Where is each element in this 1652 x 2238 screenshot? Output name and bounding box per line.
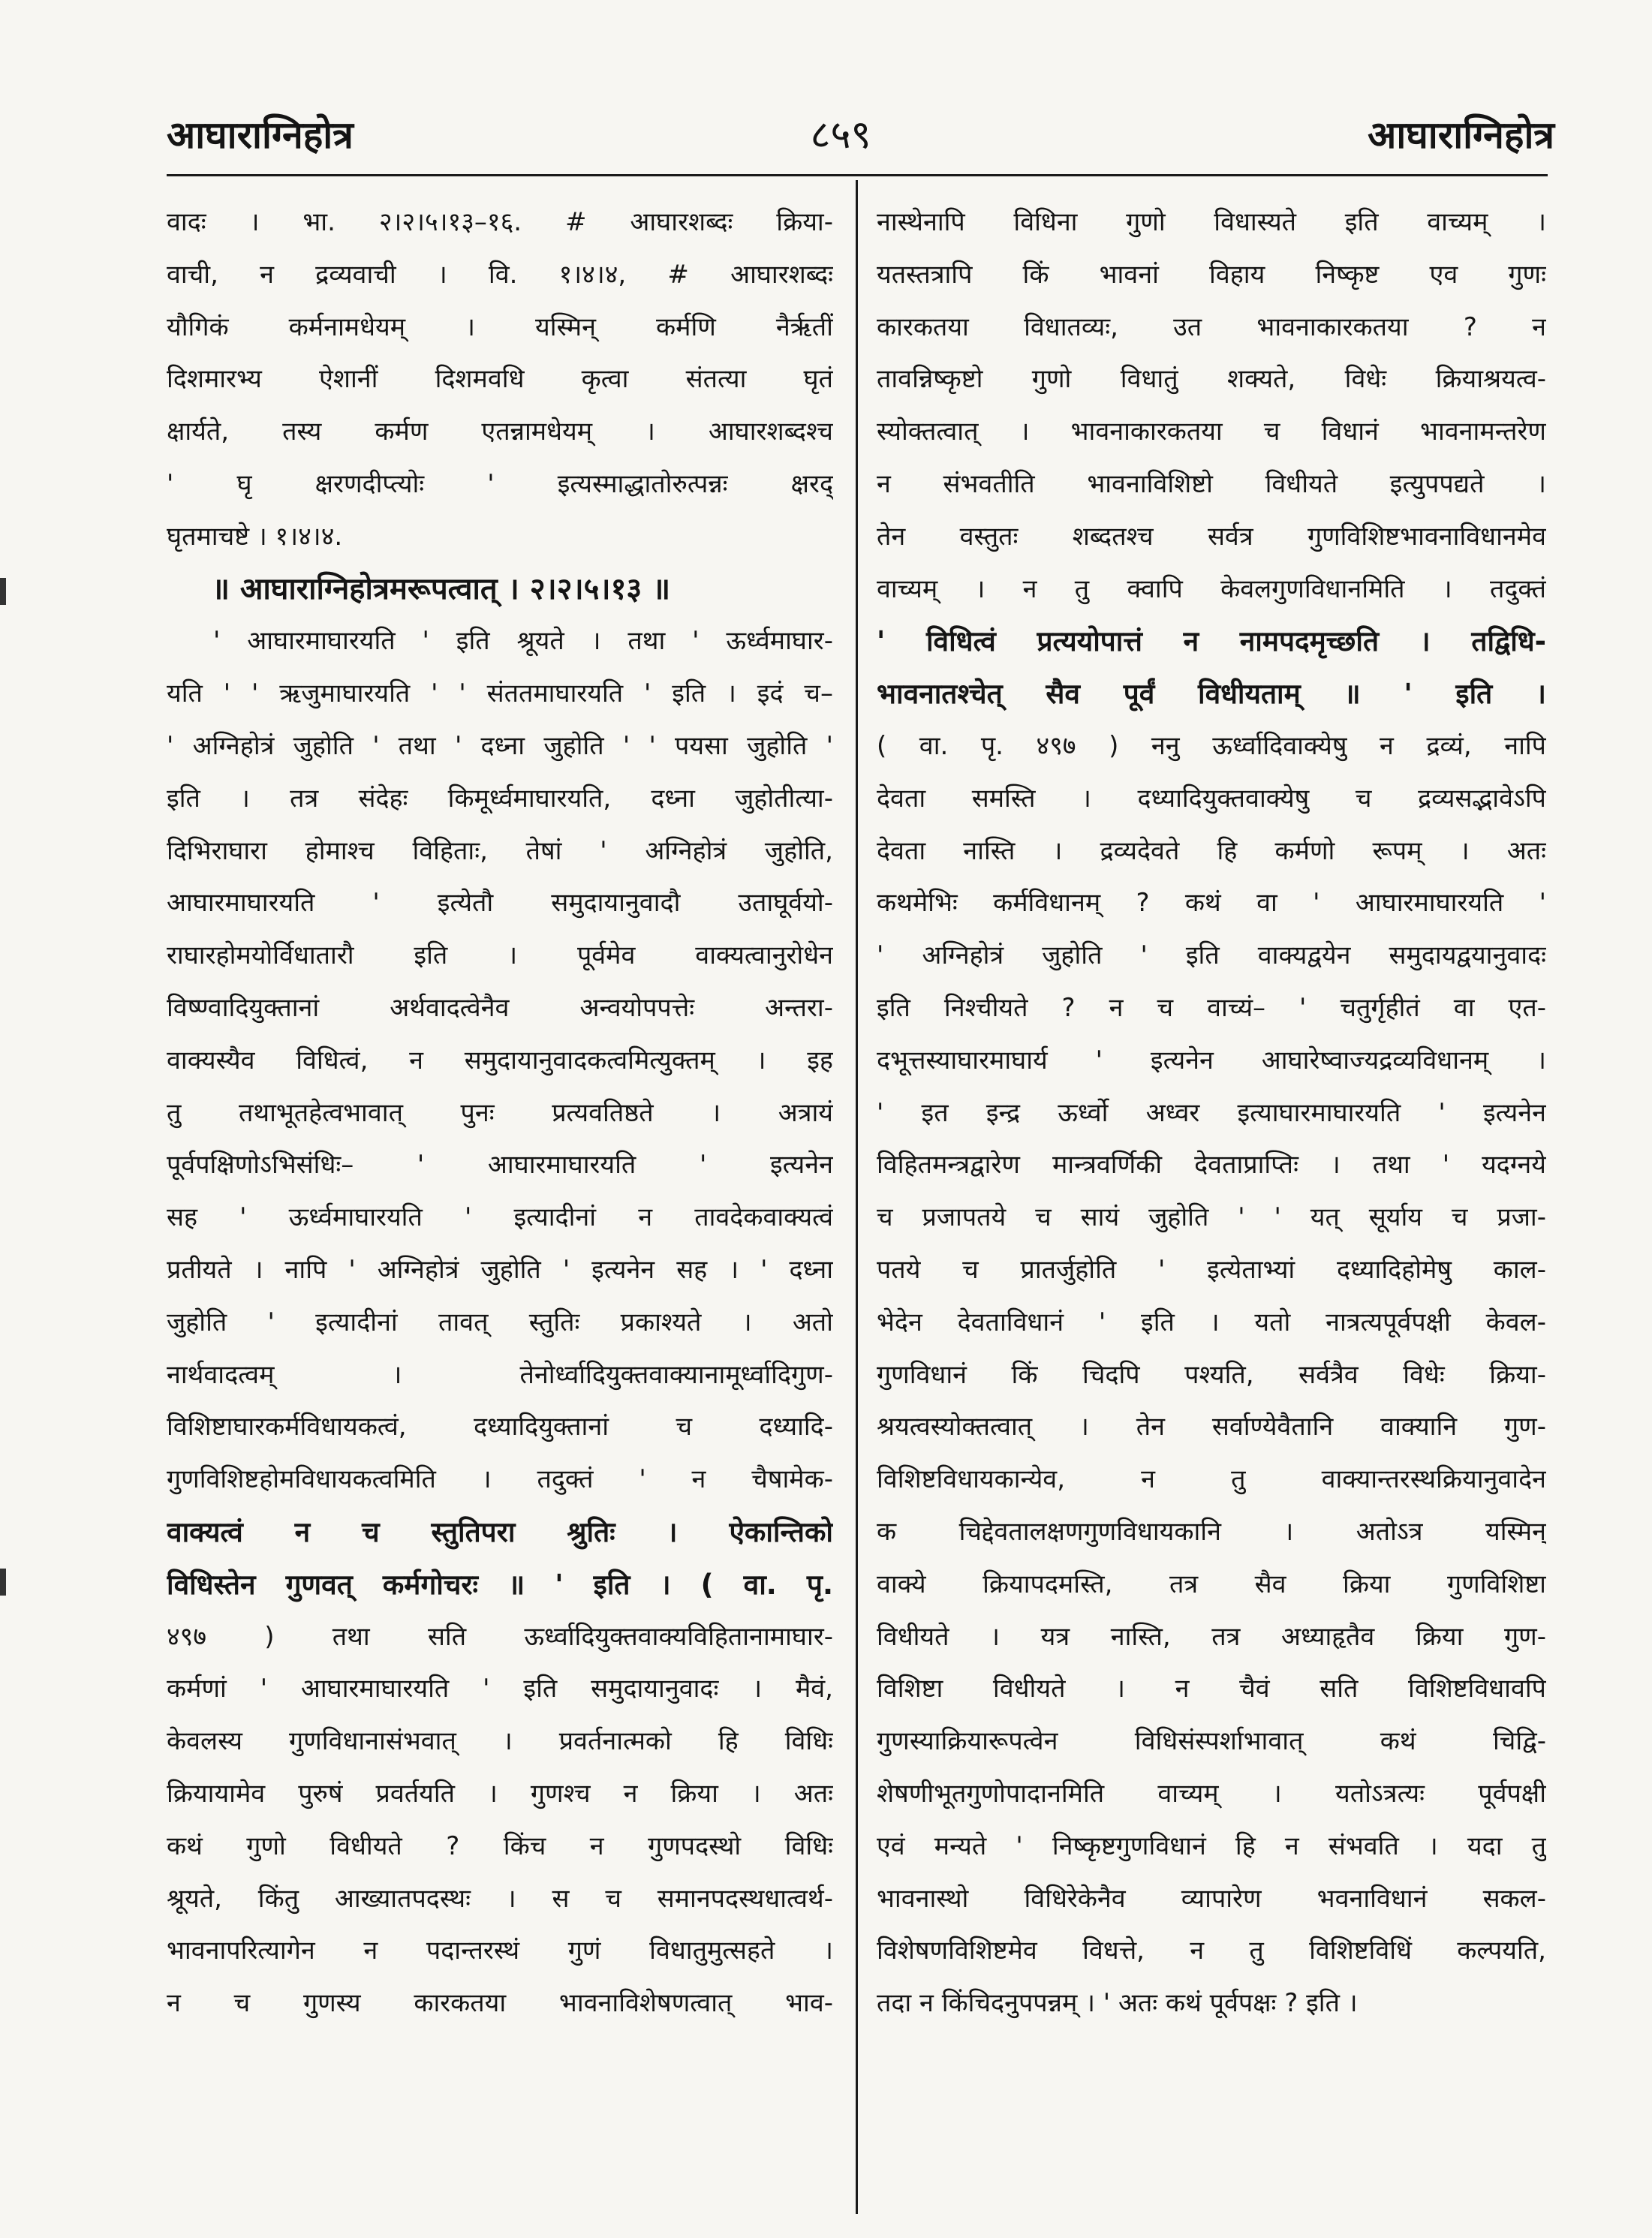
- margin-mark: [0, 1569, 6, 1596]
- column-divider: [856, 180, 858, 2214]
- text-line: इति । तत्र संदेहः किमूर्ध्वमाघारयति, दध्ना जुहोतीत्या-: [167, 783, 833, 814]
- text-line: विशिष्टविधायकान्येव, न तु वाक्यान्तरस्थक्रियानुवादेन: [877, 1464, 1546, 1495]
- section-heading: ॥ आघाराग्निहोत्रमरूपत्वात् । २।२।५।१३ ॥: [212, 571, 671, 606]
- text-line: ' अग्निहोत्रं जुहोति ' तथा ' दध्ना जुहोति ' ' पयसा जुहोति ': [167, 730, 833, 761]
- text-line: श्रयत्वस्योक्तत्वात् । तेन सर्वाण्येवैतानि वाक्यानि गुण-: [877, 1412, 1546, 1442]
- text-line: कर्मणां ' आघारमाघारयति ' इति समुदायानुवादः । मैवं,: [167, 1674, 833, 1704]
- text-line: दिभिराघारा होमाश्च विहिताः, तेषां ' अग्निहोत्रं जुहोति,: [167, 835, 833, 866]
- header-rule: [167, 174, 1548, 176]
- text-line: केवलस्य गुणविधानासंभवात् । प्रवर्तनात्मको हि विधिः: [167, 1726, 833, 1757]
- quoted-verse-line: वाक्यत्वं न च स्तुतिपरा श्रुतिः । ऐकान्तिको: [167, 1515, 833, 1548]
- text-line: नार्थवादत्वम् । तेनोर्ध्वादियुक्तवाक्यानामूर्ध्वादिगुण-: [167, 1359, 833, 1390]
- text-line: दभूत्तस्याघारमाघार्य ' इत्यनेन आघारेष्वाज्यद्रव्यविधानम् ।: [877, 1045, 1546, 1075]
- text-line: वाची, न द्रव्यवाची । वि. १।४।४, # आघारशब्दः: [167, 259, 833, 290]
- text-line: कारकतया विधातव्यः, उत भावनाकारकतया ? न: [877, 311, 1546, 342]
- quoted-verse-line: विधिस्तेन गुणवत् कर्मगोचरः ॥ ' इति । ( वा. पृ.: [167, 1568, 833, 1601]
- text-line: पतये च प्रातर्जुहोति ' इत्येताभ्यां दध्यादिहोमेषु काल-: [877, 1254, 1546, 1285]
- quoted-verse-line: भावनातश्चेत् सैव पूर्वं विधीयताम् ॥ ' इति ।: [877, 678, 1546, 711]
- text-line: यतस्तत्रापि किं भावनां विहाय निष्कृष्ट एव गुणः: [877, 259, 1546, 290]
- text-line: एवं मन्यते ' निष्कृष्टगुणविधानं हि न संभवति । यदा तु: [877, 1830, 1546, 1861]
- text-line: कथमेभिः कर्मविधानम् ? कथं वा ' आघारमाघारयति ': [877, 888, 1546, 919]
- text-line: विशेषणविशिष्टमेव विधत्ते, न तु विशिष्टविधिं कल्पयति,: [877, 1936, 1546, 1966]
- text-line: आघारमाघारयति ' इत्येतौ समुदायानुवादौ उताघूर्वयो-: [167, 888, 833, 919]
- text-line: प्रतीयते । नापि ' अग्निहोत्रं जुहोति ' इत्यनेन सह । ' दध्ना: [167, 1254, 833, 1285]
- text-line: न च गुणस्य कारकतया भावनाविशेषणत्वात् भाव-: [167, 1988, 833, 2019]
- text-line: ४९७ ) तथा सति ऊर्ध्वादियुक्तवाक्यविहितानामाघार-: [167, 1621, 833, 1652]
- text-line: स्योक्तत्वात् । भावनाकारकतया च विधानं भावनामन्तरेण: [877, 417, 1546, 447]
- text-line: नास्थेनापि विधिना गुणो विधास्यते इति वाच्यम् ।: [877, 207, 1546, 237]
- text-line: विशिष्टाघारकर्मविधायकत्वं, दध्यादियुक्तानां च दध्यादि-: [167, 1412, 833, 1442]
- text-line: पूर्वपक्षिणोऽभिसंधिः– ' आघारमाघारयति ' इत्यनेन: [167, 1150, 833, 1181]
- text-line: तु तथाभूतहेत्वभावात् पुनः प्रत्यवतिष्ठते । अत्रायं: [167, 1097, 833, 1128]
- text-line: इति निश्चीयते ? न च वाच्यं– ' चतुर्गृहीतं वा एत-: [877, 992, 1546, 1023]
- text-line: भावनास्थो विधिरेकेनैव व्यापारेण भवनाविधानं सकल-: [877, 1883, 1546, 1914]
- page-number: ८५९: [810, 113, 871, 158]
- text-line: तावन्निष्कृष्टो गुणो विधातुं शक्यते, विधेः क्रियाश्रयत्व-: [877, 364, 1546, 395]
- text-line: तेन वस्तुतः शब्दतश्च सर्वत्र गुणविशिष्टभावनाविधानमेव: [877, 521, 1546, 552]
- left-column: [167, 197, 833, 2030]
- text-line: क्षार्यते, तस्य कर्मण एतन्नामधेयम् । आघारशब्दश्च: [167, 417, 833, 447]
- text-line: सह ' ऊर्ध्वमाघारयति ' इत्यादीनां न तावदेकवाक्यत्वं: [167, 1202, 833, 1233]
- text-line: च प्रजापतये च सायं जुहोति ' ' यत् सूर्याय च प्रजा-: [877, 1202, 1546, 1233]
- running-header-right: आघाराग्निहोत्र: [1368, 113, 1554, 157]
- text-line: भावनापरित्यागेन न पदान्तरस्थं गुणं विधातुमुत्सहते ।: [167, 1936, 833, 1966]
- text-line: वाक्ये क्रियापदमस्ति, तत्र सैव क्रिया गुणविशिष्टा: [877, 1569, 1546, 1599]
- text-line: गुणविशिष्टहोमविधायकत्वमिति । तदुक्तं ' न चैषामेक-: [167, 1464, 833, 1495]
- text-line: ' अग्निहोत्रं जुहोति ' इति वाक्यद्वयेन समुदायद्वयानुवादः: [877, 940, 1546, 971]
- text-line: कथं गुणो विधीयते ? किंच न गुणपदस्थो विधिः: [167, 1830, 833, 1861]
- running-header-left: आघाराग्निहोत्र: [167, 113, 354, 157]
- text-line: ' इत इन्द्र ऊर्ध्वो अध्वर इत्याघारमाघारयति ' इत्यनेन: [877, 1097, 1546, 1128]
- text-line: विधीयते । यत्र नास्ति, तत्र अध्याहृतैव क्रिया गुण-: [877, 1621, 1546, 1652]
- text-line: भेदेन देवताविधानं ' इति । यतो नात्रत्यपूर्वपक्षी केवल-: [877, 1307, 1546, 1337]
- text-line: क चिद्देवतालक्षणगुणविधायकानि । अतोऽत्र यस्मिन्: [877, 1516, 1546, 1547]
- quoted-verse-line: ' विधित्वं प्रत्ययोपात्तं न नामपदमृच्छति । तद्विधि-: [877, 625, 1546, 658]
- text-line: ' घृ क्षरणदीप्त्योः ' इत्यस्माद्धातोरुत्पन्नः क्षरद्: [167, 468, 833, 499]
- text-line: न संभवतीति भावनाविशिष्टो विधीयते इत्युपपद्यते ।: [877, 468, 1546, 499]
- text-line: वादः । भा. २।२।५।१३–१६. # आघारशब्दः क्रिया-: [167, 207, 833, 237]
- margin-mark: [0, 578, 6, 605]
- text-line: वाक्यस्यैव विधित्वं, न समुदायानुवादकत्वमित्युक्तम् । इह: [167, 1045, 833, 1075]
- text-line: गुणविधानं किं चिदपि पश्यति, सर्वत्रैव विधेः क्रिया-: [877, 1359, 1546, 1390]
- text-line: विहितमन्त्रद्वारेण मान्त्रवर्णिकी देवताप्राप्तिः । तथा ' यदग्नये: [877, 1150, 1546, 1181]
- text-line: राघारहोमयोर्विधातारौ इति । पूर्वमेव वाक्यत्वानुरोधेन: [167, 940, 833, 971]
- text-line: जुहोति ' इत्यादीनां तावत् स्तुतिः प्रकाश्यते । अतो: [167, 1307, 833, 1337]
- text-line: तदा न किंचिदनुपपन्नम् । ' अतः कथं पूर्वपक्षः ? इति ।: [877, 1988, 1358, 2019]
- text-line: यति ' ' ऋजुमाघारयति ' ' संततमाघारयति ' इति । इदं च–: [167, 678, 833, 709]
- text-line: श्रूयते, किंतु आख्यातपदस्थः । स च समानपदस्थधात्वर्थ-: [167, 1883, 833, 1914]
- text-line: वाच्यम् । न तु क्वापि केवलगुणविधानमिति । तदुक्तं: [877, 573, 1546, 604]
- text-line: घृतमाचष्टे । १।४।४.: [167, 521, 343, 552]
- right-column: [877, 197, 1546, 2030]
- text-line: दिशमारभ्य ऐशानीं दिशमवधि कृत्वा संतत्या घृतं: [167, 364, 833, 395]
- text-line: ( वा. पृ. ४९७ ) ननु ऊर्ध्वादिवाक्येषु न द्रव्यं, नापि: [877, 730, 1546, 761]
- text-line: क्रियायामेव पुरुषं प्रवर्तयति । गुणश्च न क्रिया । अतः: [167, 1778, 833, 1809]
- text-line: ' आघारमाघारयति ' इति श्रूयते । तथा ' ऊर्ध्वमाघार-: [213, 626, 833, 657]
- text-line: शेषणीभूतगुणोपादानमिति वाच्यम् । यतोऽत्रत्यः पूर्वपक्षी: [877, 1778, 1546, 1809]
- text-line: यौगिकं कर्मनामधेयम् । यस्मिन् कर्मणि नैर्ऋतीं: [167, 311, 833, 342]
- text-line: देवता समस्ति । दध्यादियुक्तवाक्येषु च द्रव्यसद्भावेऽपि: [877, 783, 1546, 814]
- text-line: देवता नास्ति । द्रव्यदेवते हि कर्मणो रूपम् । अतः: [877, 835, 1546, 866]
- text-line: विष्ण्वादियुक्तानां अर्थवादत्वेनैव अन्वयोपपत्तेः अन्तरा-: [167, 992, 833, 1023]
- text-line: विशिष्टा विधीयते । न चैवं सति विशिष्टविधावपि: [877, 1674, 1546, 1704]
- text-line: गुणस्याक्रियारूपत्वेन विधिसंस्पर्शाभावात् कथं चिद्वि-: [877, 1726, 1546, 1757]
